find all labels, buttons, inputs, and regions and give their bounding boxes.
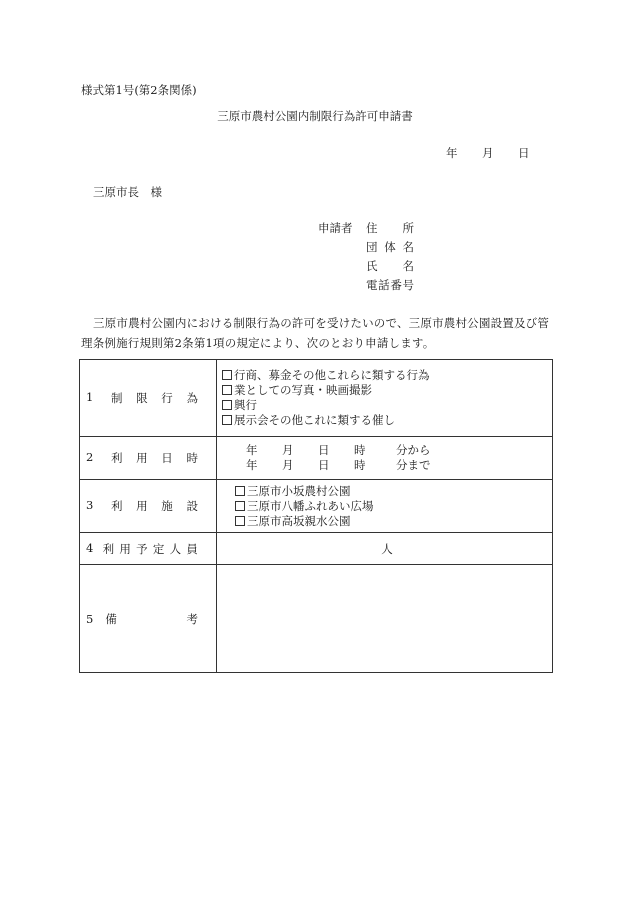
remarks-field[interactable] <box>217 565 553 673</box>
facility-options <box>217 480 553 533</box>
row-label-planned-users: 4 利 用 予 定 人 員 <box>80 533 217 565</box>
row-label-restricted-act: 1 制 限 行 為 <box>80 360 217 437</box>
restricted-act-options <box>217 360 553 437</box>
table-row <box>80 480 553 533</box>
date-month: 月 <box>482 146 494 160</box>
applicant-address-label: 住所 <box>366 221 414 235</box>
option-item[interactable]: 業としての写真・映画撮影 <box>222 383 552 398</box>
date-year: 年 <box>446 146 458 160</box>
checkbox[interactable] <box>235 486 245 496</box>
option-item[interactable]: 三原市高坂親水公園 <box>222 514 552 529</box>
applicant-role: 申請者 <box>318 221 353 235</box>
persons-unit: 人 <box>381 541 393 556</box>
document-title: 三原市農村公園内制限行為許可申請書 <box>217 109 413 123</box>
applicant-phone-label: 電話番号 <box>366 278 414 292</box>
row-label-facility: 3 利 用 施 設 <box>80 480 217 533</box>
checkbox[interactable] <box>235 501 245 511</box>
table-row <box>80 565 553 673</box>
planned-users-field[interactable] <box>217 533 553 565</box>
usage-datetime-field[interactable] <box>217 437 553 480</box>
table-row <box>80 360 553 437</box>
applicant-organization-label: 団体名 <box>366 240 414 254</box>
date-line <box>446 145 530 161</box>
option-item[interactable]: 興行 <box>222 398 552 413</box>
end-datetime: 年 月 日 時 分まで <box>246 458 431 472</box>
applicant-block <box>318 219 414 295</box>
start-datetime: 年 月 日 時 分から <box>246 443 431 457</box>
table-row <box>80 437 553 480</box>
date-day: 日 <box>518 146 530 160</box>
checkbox[interactable] <box>235 516 245 526</box>
addressee: 三原市長 様 <box>93 185 162 199</box>
form-number: 様式第1号(第2条関係) <box>81 83 197 97</box>
option-item[interactable]: 三原市八幡ふれあい広場 <box>222 499 552 514</box>
row-label-usage-datetime: 2 利 用 日 時 <box>80 437 217 480</box>
table-row <box>80 533 553 565</box>
checkbox[interactable] <box>222 415 232 425</box>
checkbox[interactable] <box>222 400 232 410</box>
applicant-name-label: 氏名 <box>366 259 414 273</box>
application-table <box>79 359 553 673</box>
row-label-remarks: 5 備 考 <box>80 565 217 673</box>
application-statement: 三原市農村公園内における制限行為の許可を受けたいので、三原市農村公園設置及び管理条例施行規則第2条第1項の規定により、次のとおり申請します。 <box>81 316 550 350</box>
checkbox[interactable] <box>222 370 232 380</box>
checkbox[interactable] <box>222 385 232 395</box>
option-item[interactable]: 行商、募金その他これらに類する行為 <box>222 368 552 383</box>
option-item[interactable]: 展示会その他これに類する催し <box>222 413 552 428</box>
option-item[interactable]: 三原市小坂農村公園 <box>222 484 552 499</box>
